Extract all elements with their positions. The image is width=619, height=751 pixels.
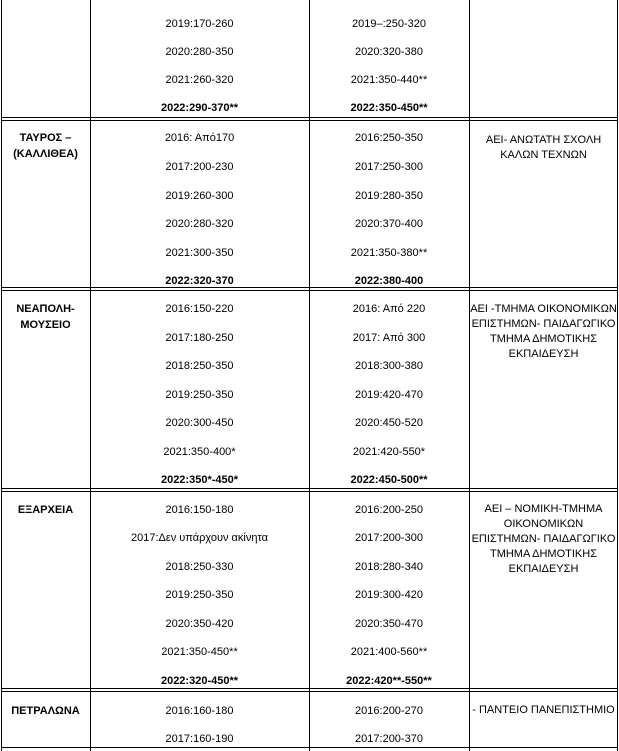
area-name: ΕΞΑΡΧΕΙΑ xyxy=(17,504,74,516)
price-range-cell: 2021:300-350 xyxy=(165,247,234,259)
price-range-cell: 2019:300-420 xyxy=(355,589,423,601)
area-name: ΠΕΤΡΑΛΩΝΑ xyxy=(11,705,80,717)
table-border-right xyxy=(617,0,618,751)
price-range-cell: 2020:280-320 xyxy=(165,218,234,230)
price-range-cell: 2020:450-520 xyxy=(355,417,423,429)
price-range-cell: 2022:380-400 xyxy=(354,275,424,287)
price-range-cell: 2016:200-250 xyxy=(355,504,423,516)
nearby-university: ΑΕΙ -ΤΜΗΜΑ ΟΙΚΟΝΟΜΙΚΩΝ ΕΠΙΣΤΗΜΩΝ- ΠΑΙΔΑΓΩΓΙΚΟ ΤΜΗΜΑ ΔΗΜΟΤΙΚΗΣ ΕΚΠΑΙΔΕΥΣΗ xyxy=(470,303,617,360)
price-range-cell: 2022:420**-550** xyxy=(346,675,432,687)
price-range-cell: 2020:320-380 xyxy=(355,46,423,58)
price-range-cell: 2021:350-380** xyxy=(350,247,428,259)
table-border-left xyxy=(1,0,2,751)
price-range-cell: 2020:350-420 xyxy=(165,618,234,630)
price-range-cell: 2019:280-350 xyxy=(355,190,423,202)
row-divider xyxy=(1,488,618,492)
price-range-cell: 2022:350*-450* xyxy=(160,474,239,486)
price-range-cell: 2022:290-370** xyxy=(160,102,239,114)
price-range-cell: 2020:280-350 xyxy=(165,46,234,58)
price-range-cell: 2022:450-500** xyxy=(350,474,428,486)
price-range-cell: 2016:160-180 xyxy=(165,705,234,717)
price-range-cell: 2019:420-470 xyxy=(355,389,423,401)
row-divider xyxy=(1,688,618,692)
price-range-cell: 2018:300-380 xyxy=(355,360,423,372)
price-range-cell: 2021:260-320 xyxy=(165,74,234,86)
price-range-cell: 2022:350-450** xyxy=(350,102,428,114)
price-range-cell: 2016:250-350 xyxy=(355,132,423,144)
price-range-cell: 2016: Από 220 xyxy=(352,303,426,315)
price-range-cell: 2017:250-300 xyxy=(355,161,423,173)
nearby-university: - ΠΑΝΤΕΙΟ ΠΑΝΕΠΙΣΤΗΜΙΟ xyxy=(472,704,615,716)
row-divider xyxy=(1,117,618,121)
price-range-cell: 2017:160-190 xyxy=(165,733,234,745)
price-range-cell: 2022:320-450** xyxy=(160,675,239,687)
price-range-cell: 2016:150-180 xyxy=(165,504,234,516)
price-range-cell: 2019:260-300 xyxy=(165,190,234,202)
price-range-cell: 2021:350-440** xyxy=(350,74,428,86)
price-range-cell: 2017:200-230 xyxy=(165,161,234,173)
price-range-cell: 2017:200-370 xyxy=(355,733,423,745)
price-range-cell: 2017:180-250 xyxy=(165,332,234,344)
price-range-cell: 2017:Δεν υπάρχουν ακίνητα xyxy=(130,532,269,544)
price-range-cell: 2016: Από170 xyxy=(164,132,235,144)
price-range-cell: 2019–:250-320 xyxy=(351,18,426,30)
area-name: (ΚΑΛΛΙΘΕΑ) xyxy=(13,148,78,160)
price-range-cell: 2021:420-550* xyxy=(352,446,426,458)
area-name: ΝΕΑΠΟΛΗ- xyxy=(16,303,75,315)
price-range-cell: 2020:300-450 xyxy=(165,417,234,429)
table-border-bottom xyxy=(1,747,618,748)
price-range-cell: 2018:250-330 xyxy=(165,561,234,573)
price-range-cell: 2016:150-220 xyxy=(165,303,234,315)
column-divider xyxy=(469,0,470,751)
price-range-cell: 2021:400-560** xyxy=(350,646,428,658)
price-range-cell: 2017: Από 300 xyxy=(352,332,426,344)
price-range-cell: 2021:350-400* xyxy=(163,446,236,458)
price-range-cell: 2021:350-450** xyxy=(161,646,238,658)
area-name: ΤΑΥΡΟΣ – xyxy=(19,132,72,144)
price-range-cell: 2019:250-350 xyxy=(165,389,234,401)
price-range-cell: 2018:280-340 xyxy=(355,561,423,573)
area-name: ΜΟΥΣΕΙΟ xyxy=(20,319,71,331)
price-range-cell: 2020:350-470 xyxy=(355,618,423,630)
nearby-university: ΑΕΙ- ΑΝΩΤΑΤΗ ΣΧΟΛΗ ΚΑΛΩΝ ΤΕΧΝΩΝ xyxy=(485,134,602,161)
price-range-cell: 2016:200-270 xyxy=(355,705,423,717)
price-range-cell: 2019:170-260 xyxy=(165,18,234,30)
price-range-cell: 2020:370-400 xyxy=(355,218,423,230)
price-range-cell: 2018:250-350 xyxy=(165,360,234,372)
nearby-university: ΑΕΙ – ΝΟΜΙΚΗ-ΤΜΗΜΑ ΟΙΚΟΝΟΜΙΚΩΝ ΕΠΙΣΤΗΜΩΝ- ΠΑΙΔΑΓΩΓΙΚΟ ΤΜΗΜΑ ΔΗΜΟΤΙΚΗΣ ΕΚΠΑΙΔΕΥΣΗ xyxy=(471,503,616,575)
price-range-cell: 2022:320-370 xyxy=(165,275,234,287)
price-range-cell: 2017:200-300 xyxy=(355,532,423,544)
price-range-cell: 2019:250-350 xyxy=(165,589,234,601)
